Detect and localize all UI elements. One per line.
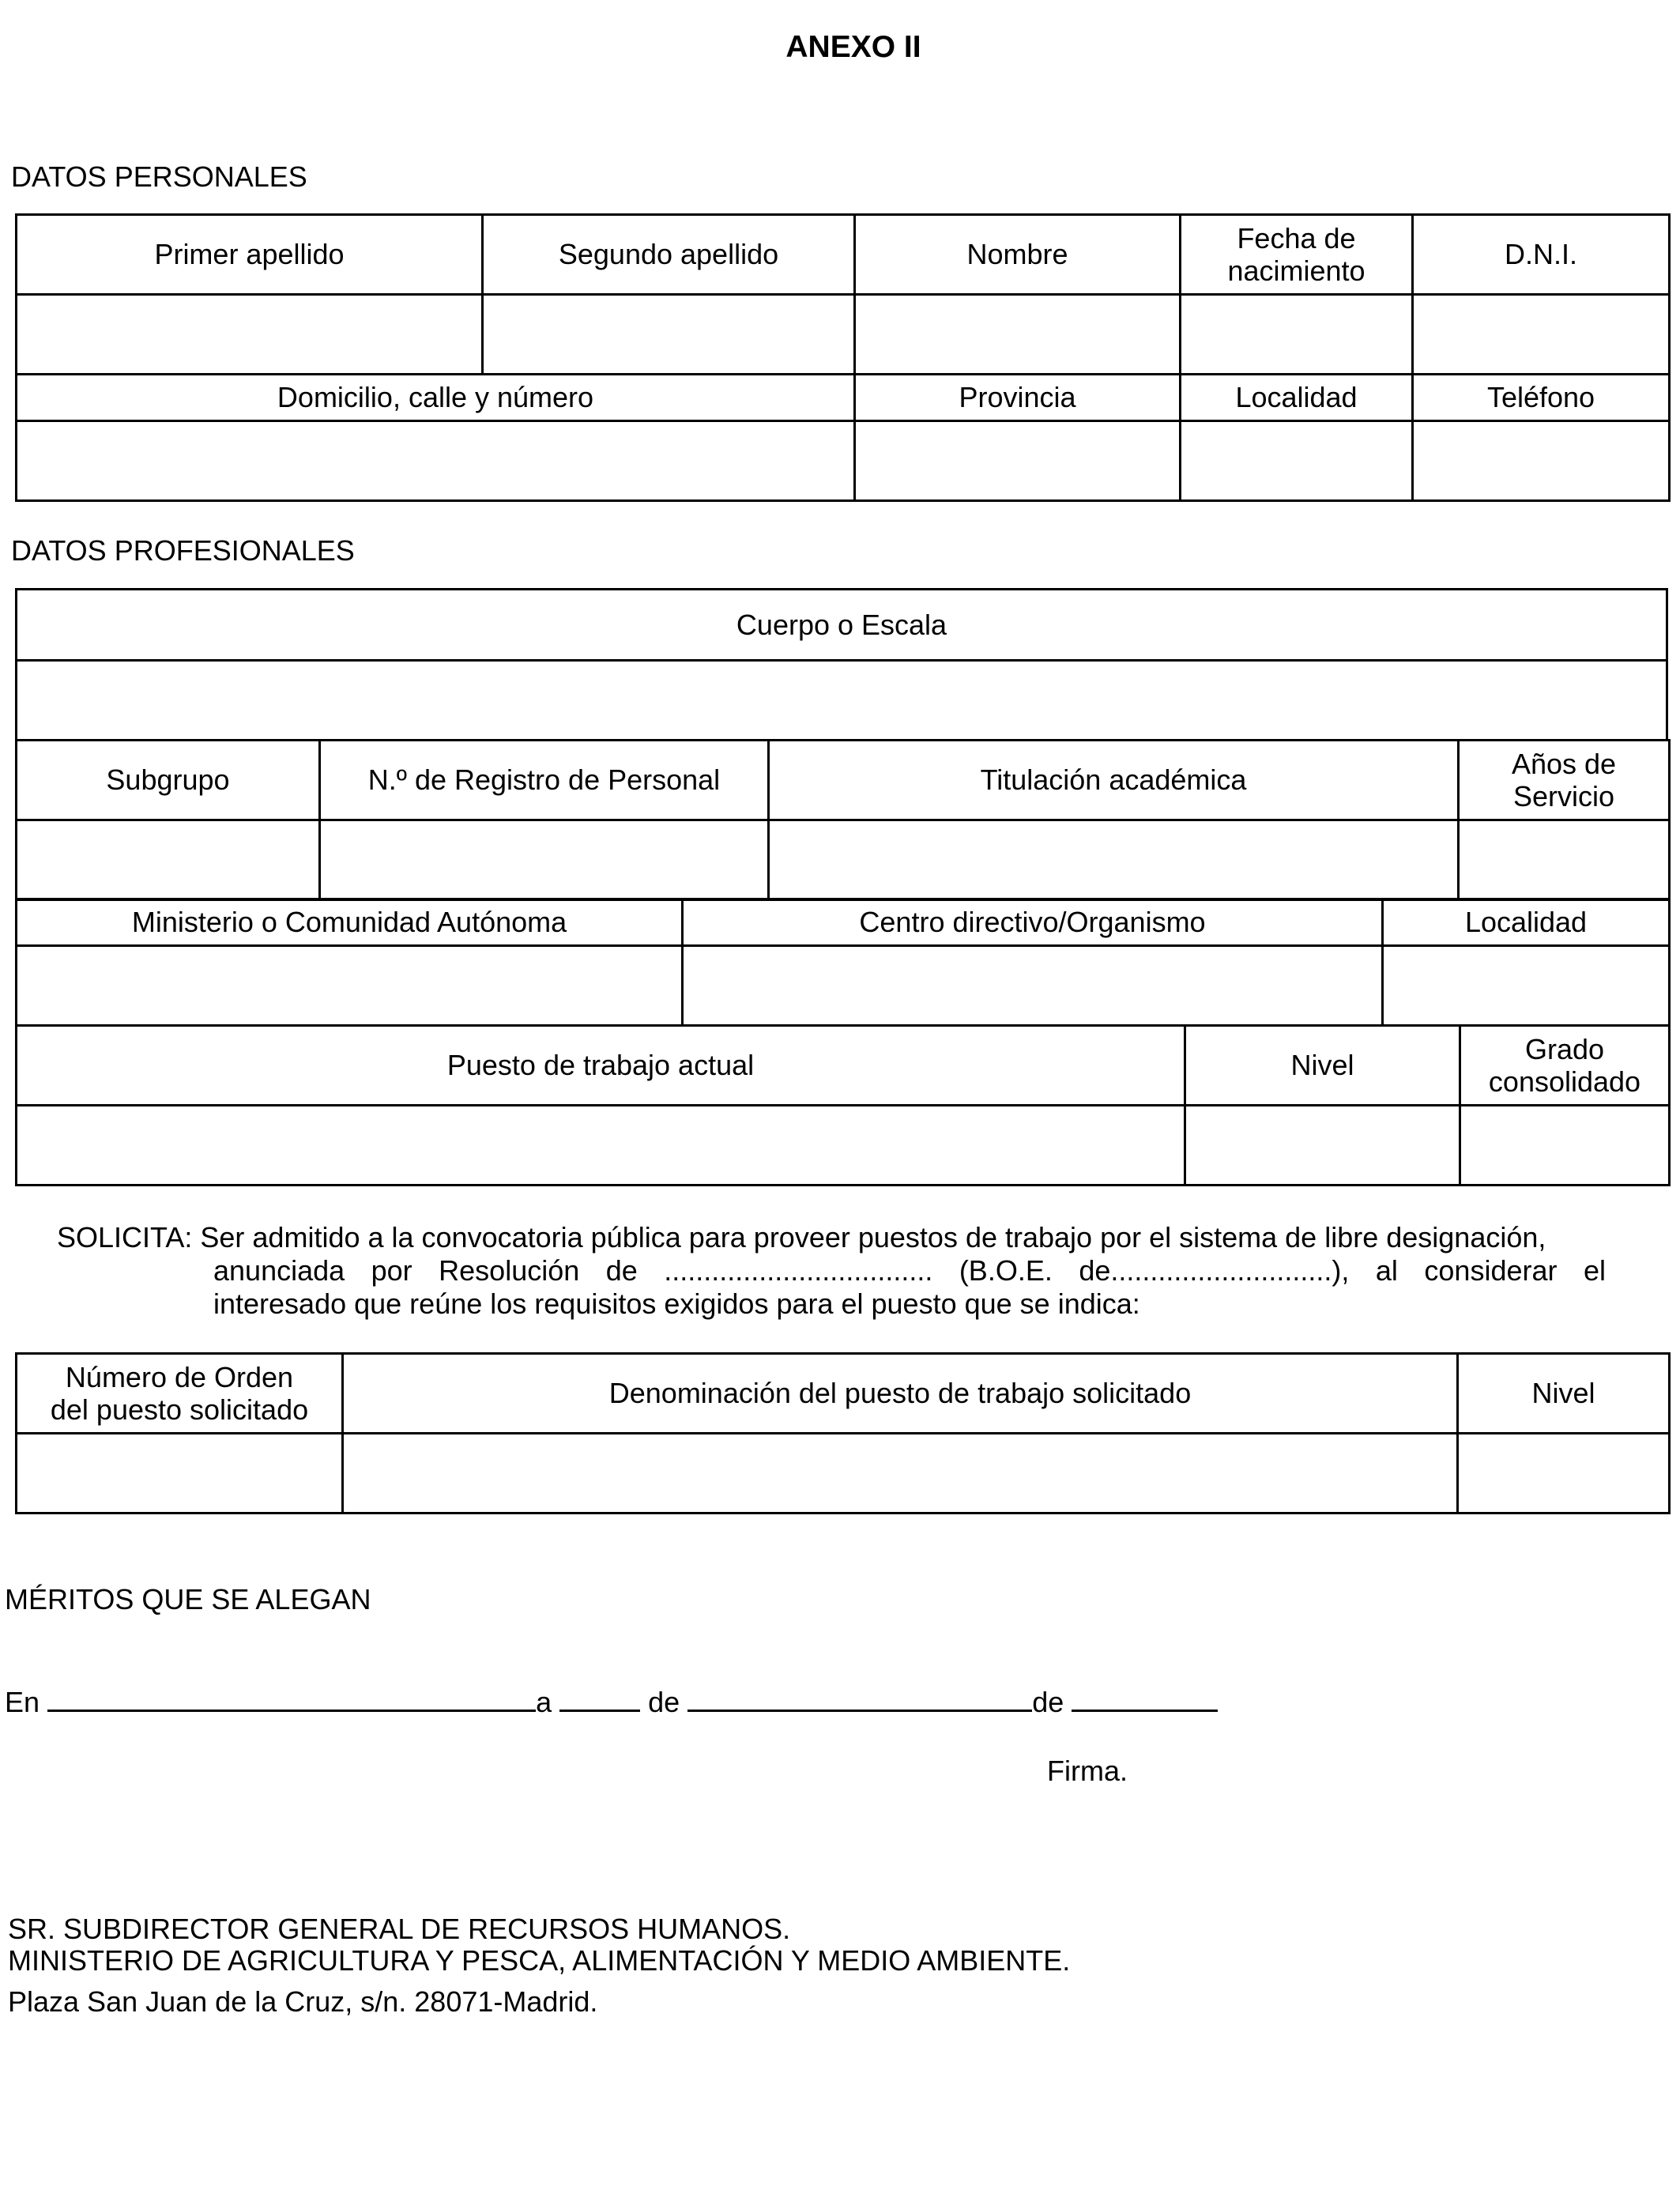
- fecha-de-label-1: de: [648, 1686, 680, 1718]
- header-telefono: Teléfono: [1413, 375, 1670, 421]
- field-fecha-nacimiento[interactable]: [1181, 295, 1413, 375]
- field-mes[interactable]: [687, 1686, 1032, 1712]
- header-nombre: Nombre: [855, 215, 1181, 295]
- solicita-line-2: anunciada por Resolución de .................................. (B.O.E. de............................), al considerar el: [213, 1254, 1606, 1287]
- header-anios-servicio: Años de Servicio: [1459, 741, 1670, 820]
- field-denominacion[interactable]: [343, 1434, 1458, 1514]
- destinatario-line-1: SR. SUBDIRECTOR GENERAL DE RECURSOS HUMANOS.: [8, 1913, 791, 1945]
- puesto-solicitado-table: [15, 1352, 1671, 1514]
- fecha-a-label: a: [536, 1686, 552, 1718]
- section-heading-professional: DATOS PROFESIONALES: [11, 534, 355, 567]
- field-primer-apellido[interactable]: [17, 295, 483, 375]
- header-grado-consolidado: Grado consolidado: [1460, 1026, 1670, 1106]
- solicita-line-3: interesado que reúne los requisitos exigidos para el puesto que se indica:: [213, 1287, 1140, 1320]
- header-puesto-actual: Puesto de trabajo actual: [17, 1026, 1185, 1106]
- field-centro-directivo[interactable]: [683, 946, 1383, 1026]
- header-fecha-nacimiento: Fecha de nacimiento: [1181, 215, 1413, 295]
- header-centro-directivo: Centro directivo/Organismo: [683, 899, 1383, 946]
- field-titulacion[interactable]: [769, 820, 1459, 900]
- header-numero-orden: Número de Orden del puesto solicitado: [17, 1354, 343, 1434]
- header-dni: D.N.I.: [1413, 215, 1670, 295]
- page-title: ANEXO II: [785, 30, 921, 64]
- field-lugar[interactable]: [47, 1686, 536, 1712]
- field-segundo-apellido[interactable]: [483, 295, 855, 375]
- fecha-en-label: En: [5, 1686, 40, 1718]
- fecha-de-label-2: de: [1032, 1686, 1064, 1718]
- field-anios-servicio[interactable]: [1459, 820, 1670, 900]
- destinatario-line-2: MINISTERIO DE AGRICULTURA Y PESCA, ALIMENTACIÓN Y MEDIO AMBIENTE.: [8, 1944, 1071, 1977]
- field-anio[interactable]: [1072, 1686, 1218, 1712]
- cuerpo-table: [15, 588, 1668, 741]
- header-provincia: Provincia: [855, 375, 1181, 421]
- personal-data-table: [15, 213, 1671, 502]
- header-subgrupo: Subgrupo: [17, 741, 320, 820]
- firma-label: Firma.: [1047, 1755, 1128, 1787]
- solicita-paragraph: [57, 1221, 1606, 1321]
- fecha-linea: [5, 1686, 1218, 1719]
- solicita-line-1: Ser admitido a la convocatoria pública para proveer puestos de trabajo por el sistema de libre designación,: [200, 1221, 1546, 1253]
- field-telefono[interactable]: [1413, 421, 1670, 501]
- field-provincia[interactable]: [855, 421, 1181, 501]
- subgrupo-table: [15, 739, 1671, 901]
- field-subgrupo[interactable]: [17, 820, 320, 900]
- header-titulacion: Titulación académica: [769, 741, 1459, 820]
- puesto-actual-table: [15, 1024, 1671, 1186]
- header-cuerpo-escala: Cuerpo o Escala: [17, 590, 1667, 661]
- section-heading-personal: DATOS PERSONALES: [11, 160, 307, 193]
- field-ministerio[interactable]: [17, 946, 683, 1026]
- header-ministerio: Ministerio o Comunidad Autónoma: [17, 899, 683, 946]
- destinatario-line-3: Plaza San Juan de la Cruz, s/n. 28071-Madrid.: [8, 1985, 598, 2018]
- field-dni[interactable]: [1413, 295, 1670, 375]
- field-nivel[interactable]: [1185, 1106, 1460, 1186]
- header-localidad-prof: Localidad: [1383, 899, 1670, 946]
- ministerio-table: [15, 898, 1671, 1027]
- field-nivel-solicitado[interactable]: [1458, 1434, 1670, 1514]
- field-puesto-actual[interactable]: [17, 1106, 1185, 1186]
- meritos-heading: MÉRITOS QUE SE ALEGAN: [5, 1583, 371, 1615]
- field-localidad-prof[interactable]: [1383, 946, 1670, 1026]
- field-localidad[interactable]: [1181, 421, 1413, 501]
- header-segundo-apellido: Segundo apellido: [483, 215, 855, 295]
- field-registro-personal[interactable]: [320, 820, 769, 900]
- field-numero-orden[interactable]: [17, 1434, 343, 1514]
- header-nivel-solicitado: Nivel: [1458, 1354, 1670, 1434]
- solicita-label: SOLICITA:: [57, 1221, 193, 1253]
- field-dia[interactable]: [559, 1686, 640, 1712]
- header-primer-apellido: Primer apellido: [17, 215, 483, 295]
- header-localidad: Localidad: [1181, 375, 1413, 421]
- field-cuerpo-escala[interactable]: [17, 661, 1667, 741]
- field-grado-consolidado[interactable]: [1460, 1106, 1670, 1186]
- field-nombre[interactable]: [855, 295, 1181, 375]
- header-domicilio: Domicilio, calle y número: [17, 375, 855, 421]
- field-domicilio[interactable]: [17, 421, 855, 501]
- header-denominacion: Denominación del puesto de trabajo solicitado: [343, 1354, 1458, 1434]
- header-registro-personal: N.º de Registro de Personal: [320, 741, 769, 820]
- header-nivel: Nivel: [1185, 1026, 1460, 1106]
